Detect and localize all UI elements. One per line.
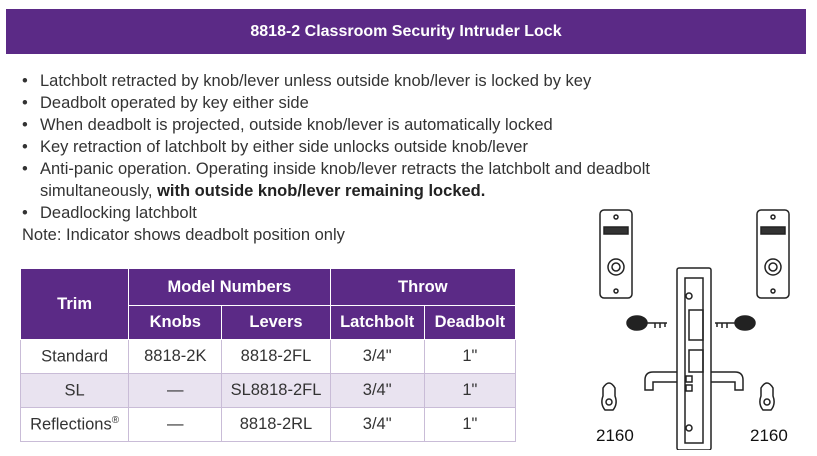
throw-header: Throw (330, 269, 515, 306)
lock-diagram-svg (585, 200, 810, 450)
inside-escutcheon-icon (757, 210, 789, 298)
table-row (21, 408, 516, 442)
deadbolt-header: Deadbolt (424, 306, 515, 340)
latchbolt-cell: 3/4" (330, 408, 424, 442)
knobs-cell: — (129, 408, 222, 442)
feature-item (22, 114, 702, 136)
note-text: Note: Indicator shows deadbolt position only (22, 226, 345, 244)
trim-cell: Standard (21, 340, 129, 374)
outside-escutcheon-icon (600, 210, 632, 298)
bullet-icon: • (22, 116, 28, 134)
bullet-icon: • (22, 160, 28, 178)
cylinder-icon (602, 383, 616, 410)
trim-header: Trim (21, 269, 129, 340)
page-header (6, 9, 806, 54)
latchbolt-header: Latchbolt (330, 306, 424, 340)
lock-diagram (585, 200, 810, 450)
key-icon (715, 316, 755, 330)
feature-text: Key retraction of latchbolt by either side unlocks outside knob/lever (40, 138, 528, 156)
feature-text: Anti-panic operation. Operating inside knob/lever retracts the latchbolt and deadbolt simultaneously, with outside knob/lever remaining locked. (40, 160, 650, 200)
knobs-header: Knobs (129, 306, 222, 340)
feature-text: Deadlocking latchbolt (40, 204, 197, 222)
levers-cell: SL8818-2FL (222, 374, 330, 408)
feature-text: When deadbolt is projected, outside knob/lever is automatically locked (40, 116, 553, 134)
feature-item (22, 136, 702, 158)
table-row (21, 340, 516, 374)
key-icon (627, 316, 667, 330)
deadbolt-cell: 1" (424, 374, 515, 408)
levers-cell: 8818-2RL (222, 408, 330, 442)
mortise-lock-icon (645, 268, 743, 450)
cylinder-code-right: 2160 (750, 426, 788, 445)
levers-cell: 8818-2FL (222, 340, 330, 374)
knobs-cell: 8818-2K (129, 340, 222, 374)
trim-cell: Reflections® (21, 408, 129, 442)
deadbolt-cell: 1" (424, 340, 515, 374)
knobs-cell: — (129, 374, 222, 408)
feature-text: Deadbolt operated by key either side (40, 94, 309, 112)
feature-item (22, 158, 702, 202)
trim-cell: SL (21, 374, 129, 408)
latchbolt-cell: 3/4" (330, 374, 424, 408)
bullet-icon: • (22, 204, 28, 222)
latchbolt-cell: 3/4" (330, 340, 424, 374)
deadbolt-cell: 1" (424, 408, 515, 442)
model-table (20, 268, 516, 442)
bullet-icon: • (22, 72, 28, 90)
feature-text: Latchbolt retracted by knob/lever unless outside knob/lever is locked by key (40, 72, 592, 90)
table-row (21, 374, 516, 408)
feature-item (22, 70, 702, 92)
levers-header: Levers (222, 306, 330, 340)
cylinder-icon (760, 383, 774, 410)
model-numbers-header: Model Numbers (129, 269, 330, 306)
bullet-icon: • (22, 138, 28, 156)
feature-item (22, 92, 702, 114)
bullet-icon: • (22, 94, 28, 112)
page-title: 8818-2 Classroom Security Intruder Lock (250, 22, 562, 40)
cylinder-code-left: 2160 (596, 426, 634, 445)
